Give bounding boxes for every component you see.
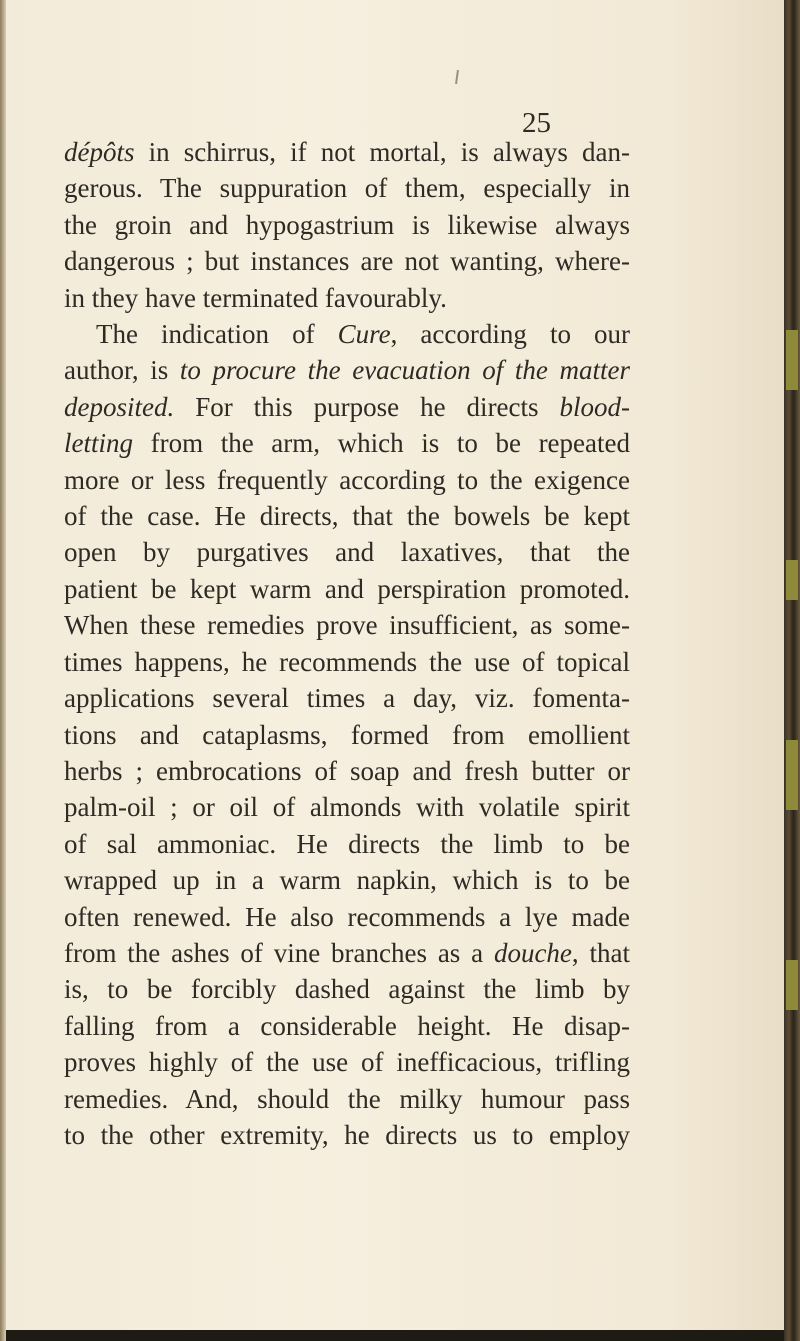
text-run: from the ashes of vine branches as a — [64, 937, 494, 968]
text-run: dangerous ; but instances are not wanting, where- — [64, 246, 630, 277]
page-left-edge — [0, 0, 6, 1341]
text-run: The indication of — [96, 319, 338, 350]
spine-mark — [786, 960, 798, 1010]
text-run: times happens, he recommends the use of topical — [64, 646, 630, 677]
spine-mark — [786, 740, 798, 810]
text-line — [64, 607, 630, 643]
text-run: from the arm, which is to be repeated — [133, 428, 630, 459]
italic-text: douche — [493, 937, 572, 968]
text-run: in schirrus, if not mortal, is always dan- — [134, 137, 630, 167]
text-line — [64, 316, 630, 352]
text-line — [64, 899, 630, 935]
text-run: often renewed. He also recommends a lye made — [64, 901, 630, 932]
italic-text: deposited. — [64, 391, 175, 422]
text-line — [64, 352, 630, 388]
text-run: patient be kept warm and perspiration promoted. — [64, 573, 630, 604]
bottom-border — [6, 1330, 784, 1341]
text-line — [64, 935, 630, 971]
text-line — [64, 717, 630, 753]
text-line — [64, 462, 630, 498]
text-line — [64, 680, 630, 716]
text-line — [64, 170, 630, 206]
italic-text: letting — [64, 428, 133, 459]
text-run: of sal ammoniac. He directs the limb to be — [64, 828, 630, 859]
text-line — [64, 644, 630, 680]
spine-mark — [786, 330, 798, 390]
italic-text: blood- — [559, 391, 630, 422]
text-run: wrapped up in a warm napkin, which is to be — [64, 865, 630, 896]
text-line — [64, 243, 630, 279]
text-run: open by purgatives and laxatives, that the — [64, 537, 630, 568]
book-spine — [784, 0, 800, 1341]
text-run: For this purpose he directs — [174, 391, 560, 422]
text-line — [64, 1117, 630, 1153]
text-line — [64, 280, 630, 316]
text-run: herbs ; embrocations of soap and fresh butter or — [64, 755, 630, 786]
text-line — [64, 389, 630, 425]
text-run: the groin and hypogastrium is likewise always — [64, 209, 630, 240]
italic-text: Cure — [337, 319, 391, 350]
page-number: 25 — [522, 107, 551, 139]
text-run: proves highly of the use of inefficacious, trifling — [64, 1047, 630, 1078]
text-run: in they have terminated favourably. — [64, 282, 447, 313]
text-line — [64, 789, 630, 825]
text-line — [64, 971, 630, 1007]
text-run: to the other extremity, he directs us to employ — [64, 1119, 630, 1150]
text-run: , according to our — [390, 319, 630, 350]
text-run: falling from a considerable height. He disap- — [64, 1010, 630, 1041]
text-run: When these remedies prove insufficient, as some- — [64, 610, 630, 641]
text-run: is, to be forcibly dashed against the limb by — [64, 974, 630, 1005]
text-run: more or less frequently according to the exigence — [64, 464, 630, 495]
body-text — [64, 134, 630, 1153]
text-run: author, is — [64, 355, 180, 386]
italic-text: to procure the evacuation of the matter — [179, 355, 630, 386]
text-line — [64, 753, 630, 789]
text-run: remedies. And, should the milky humour pass — [64, 1083, 630, 1114]
spine-mark — [786, 560, 798, 600]
text-run: gerous. The suppuration of them, especially in — [64, 173, 630, 204]
text-run: of the case. He directs, that the bowels be kept — [64, 501, 630, 532]
text-line — [64, 425, 630, 461]
text-line — [64, 1081, 630, 1117]
text-line — [64, 498, 630, 534]
text-line — [64, 1044, 630, 1080]
italic-text: dépôts — [64, 137, 135, 167]
text-line — [64, 207, 630, 243]
text-run: tions and cataplasms, formed from emollient — [64, 719, 630, 750]
text-line — [64, 534, 630, 570]
text-line — [64, 826, 630, 862]
text-run: , that — [571, 937, 630, 968]
text-run: applications several times a day, viz. fomenta- — [64, 683, 630, 714]
text-line — [64, 571, 630, 607]
text-line — [64, 134, 630, 170]
text-run: palm-oil ; or oil of almonds with volatile spirit — [64, 792, 630, 823]
text-line — [64, 862, 630, 898]
text-line — [64, 1008, 630, 1044]
